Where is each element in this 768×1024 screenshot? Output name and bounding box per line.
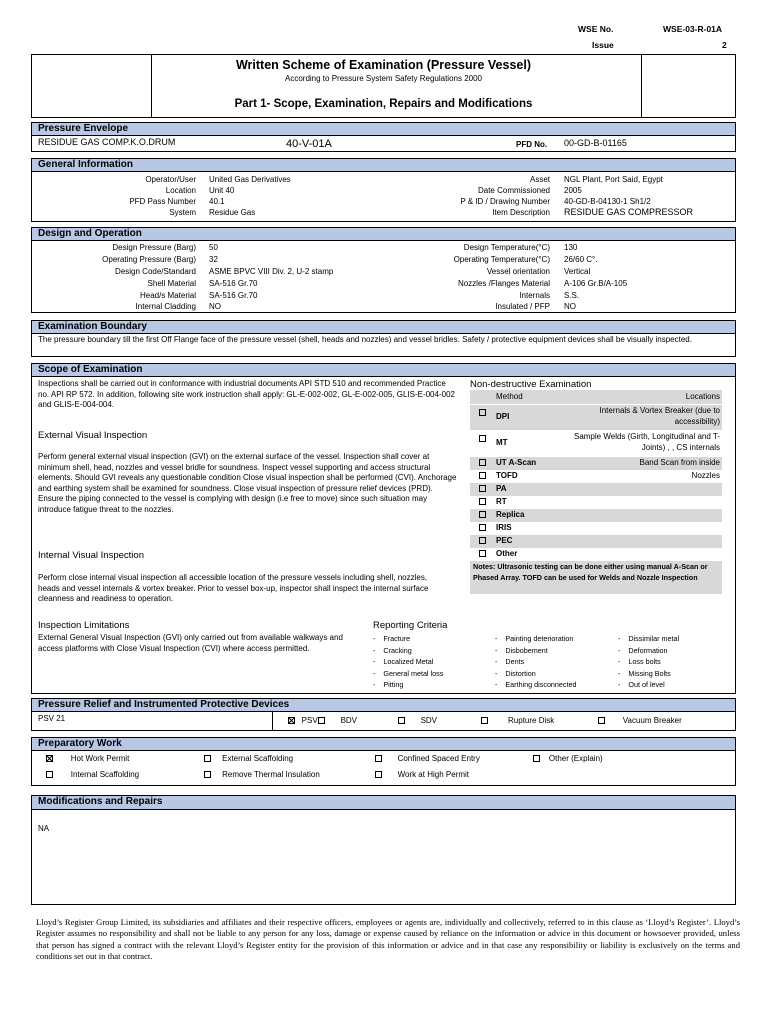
do-label: Internals: [519, 291, 550, 300]
do-value: SA-516 Gr.70: [209, 279, 258, 288]
option-label: SDV: [420, 716, 438, 725]
part-title: Part 1- Scope, Examination, Repairs and Modifications: [234, 98, 533, 110]
limits-heading: Inspection Limitations: [38, 620, 130, 631]
ndt-row: [470, 405, 722, 430]
pfd-value: 00-GD-B-01165: [564, 138, 627, 148]
checkbox[interactable]: [479, 550, 486, 557]
document-subtitle: According to Pressure System Safety Regulations 2000: [285, 74, 482, 83]
criteria-item: General metal loss: [383, 668, 444, 678]
criteria-item: Cracking: [383, 645, 412, 655]
do-label: Vessel orientation: [486, 267, 550, 276]
ndt-row: [470, 496, 722, 509]
gi-value: United Gas Derivatives: [209, 175, 291, 184]
section-header: General Information: [32, 159, 735, 172]
envelope-description: RESIDUE GAS COMP.K.O.DRUM: [38, 137, 176, 147]
issue-label: Issue: [592, 40, 614, 50]
ndt-method: PEC: [496, 536, 513, 545]
do-value: NO: [564, 302, 576, 311]
ndt-location: Band Scan from inside: [639, 458, 720, 467]
gi-label: Item Description: [492, 208, 550, 217]
ndt-method: UT A-Scan: [496, 458, 537, 467]
do-label: Operating Pressure (Barg): [102, 255, 196, 264]
section-header: Scope of Examination: [32, 364, 735, 377]
ndt-location: Sample Welds (Girth, Longitudinal and T-Joints) , , CS internals: [573, 432, 720, 452]
checkbox[interactable]: [479, 409, 486, 416]
wse-value: WSE-03-R-01A: [663, 24, 723, 34]
pfd-label: PFD No.: [516, 140, 548, 149]
ndt-method: RT: [496, 497, 507, 506]
ndt-method: IRIS: [496, 523, 512, 532]
do-value: Vertical: [564, 267, 591, 276]
do-label: Shell Material: [147, 279, 196, 288]
checkbox[interactable]: [479, 524, 486, 531]
scope-section: [31, 363, 736, 694]
work-at-height-checkbox[interactable]: [375, 771, 382, 778]
do-value: SA-516 Gr.70: [209, 291, 258, 300]
criteria-item: Out of level: [628, 680, 665, 690]
criteria-item: Painting deterioration: [505, 634, 574, 643]
checkbox[interactable]: [479, 435, 486, 442]
gi-label: Asset: [529, 175, 550, 184]
ndt-row: [470, 470, 722, 483]
thermal-insulation-checkbox[interactable]: [204, 771, 211, 778]
ndt-row: [470, 509, 722, 522]
pressure-envelope-section: [31, 122, 736, 152]
checkbox[interactable]: [479, 498, 486, 505]
do-value: 50: [209, 243, 218, 252]
gi-label: Location: [165, 186, 196, 195]
disclaimer: Lloyd’s Register Group Limited, its subsidiaries and affiliates and their respective officers, employees or agents are, individually and collectively, referred to in this clause as ‘Lloyd’s Register’. Lloyd’s Register assumes no responsibility and shall not be liable to any person for any loss, damage or expense caused by reliance on the information or advice in this document or howsoever provided, unless that person has signed a contract with the relevant Lloyd’s Register entity for the provision of this information or advice and in that case any responsibility or liability is exclusively on the terms and conditions set out in that contract.: [36, 917, 740, 962]
criteria-item: Localized Metal: [383, 657, 434, 667]
reporting-heading: Reporting Criteria: [373, 620, 448, 631]
prep-label: External Scaffolding: [222, 754, 294, 763]
checkbox[interactable]: [479, 459, 486, 466]
limits-text: External General Visual Inspection (GVI) only carried out from available walkways and access platforms with Close Visual Inspection (CVI) where access permitted.: [38, 633, 343, 653]
sdv-checkbox[interactable]: [398, 717, 405, 724]
criteria-item: Deformation: [628, 645, 668, 655]
do-value: 32: [209, 255, 218, 264]
exam-boundary-section: [31, 320, 736, 357]
relief-device: PSV 21: [38, 714, 66, 723]
checkbox[interactable]: [479, 472, 486, 479]
title-box: [31, 54, 736, 118]
gi-label: P & ID / Drawing Number: [460, 197, 550, 206]
do-value: S.S.: [564, 291, 580, 300]
prep-label: Confined Spaced Entry: [397, 754, 480, 763]
ndt-row: [470, 548, 722, 561]
do-label: Insulated / PFP: [495, 302, 550, 311]
do-value: 130: [564, 243, 578, 252]
do-label: Operating Temperature(°C): [453, 255, 550, 264]
ivi-text: Perform close internal visual inspection all accessible location of the pressure vessels including shell, nozzles, heads and vessel internals & vortex breaker. Prior to vessel box-up, inspector shall inspect the internal surface cleanness and readiness to operation.: [38, 573, 429, 604]
psv-checkbox[interactable]: [288, 717, 295, 724]
do-label: Design Pressure (Barg): [112, 243, 196, 252]
ndt-heading: Non-destructive Examination: [470, 379, 592, 390]
checkbox[interactable]: [479, 485, 486, 492]
gi-value: Unit 40: [209, 186, 235, 195]
do-label: Nozzles /Flanges Material: [457, 279, 550, 288]
ndt-location: Nozzles: [691, 471, 720, 480]
do-value: NO: [209, 302, 221, 311]
scope-intro: Inspections shall be carried out in conformance with industrial documents API STD 510 and recommended Practice no. API RP 572. In addition, following site work instruction shall apply: GL-E-002-002, GL-E-002-005, GLIS-E-004-002 and GLIS-E-004-004.: [38, 379, 455, 410]
locations-header: Locations: [685, 392, 720, 401]
criteria-column-2: - Painting deterioration - Disbobement - Dents - Distortion - Earthing disconnected: [495, 634, 577, 690]
ndt-location: Internals & Vortex Breaker (due to accessibility): [599, 406, 720, 426]
confined-space-checkbox[interactable]: [375, 755, 382, 762]
prep-section: [31, 737, 736, 786]
criteria-item: Dissimilar metal: [628, 634, 680, 643]
section-header: Design and Operation: [32, 228, 735, 241]
do-value: A-106 Gr.B/A-105: [564, 279, 628, 288]
criteria-item: Missing Bolts: [628, 668, 671, 678]
exam-boundary-text: The pressure boundary till the first Off Flange face of the pressure vessel (shell, heads and nozzles) and vessel bridles. Safety / protective equipment devices shall be visually inspected.: [38, 335, 692, 344]
option-label: Vacuum Breaker: [622, 716, 682, 725]
criteria-item: Distortion: [505, 668, 536, 678]
ndt-method: DPI: [496, 412, 510, 421]
ivi-heading: Internal Visual Inspection: [38, 550, 144, 561]
gi-value: 40.1: [209, 197, 225, 206]
do-value: ASME BPVC VIII Div. 2, U-2 stamp: [209, 267, 334, 276]
wse-label: WSE No.: [578, 24, 614, 34]
gi-label: Date Commissioned: [477, 186, 550, 195]
criteria-column-3: - Dissimilar metal - Deformation - Loss bolts - Missing Bolts - Out of level: [618, 634, 680, 690]
divider: [272, 712, 273, 730]
rupture-disk-checkbox[interactable]: [481, 717, 488, 724]
ndt-row: [470, 522, 722, 535]
internal-scaffolding-checkbox[interactable]: [46, 771, 53, 778]
option-label: Rupture Disk: [508, 716, 555, 725]
gi-value: 40-GD-B-04130-1 Sh1/2: [564, 197, 651, 206]
criteria-item: Pitting: [383, 680, 404, 690]
criteria-item: Loss bolts: [628, 657, 661, 667]
prep-label: Hot Work Permit: [70, 754, 130, 763]
hot-work-checkbox[interactable]: [46, 755, 53, 762]
evi-heading: External Visual Inspection: [38, 430, 148, 441]
external-scaffolding-checkbox[interactable]: [204, 755, 211, 762]
checkbox[interactable]: [479, 511, 486, 518]
ndt-row: [470, 457, 722, 470]
section-header: Pressure Relief and Instrumented Protective Devices: [32, 699, 735, 712]
ndt-table: [470, 390, 722, 596]
design-operation-section: [31, 227, 736, 313]
ndt-row: [470, 483, 722, 496]
prep-label: Remove Thermal Insulation: [222, 770, 320, 779]
checkbox[interactable]: [479, 537, 486, 544]
do-label: Design Temperature(°C): [463, 243, 550, 252]
option-label: PSV: [301, 716, 318, 725]
prep-label: Work at High Permit: [397, 770, 469, 779]
section-header: Examination Boundary: [32, 321, 735, 334]
criteria-item: Earthing disconnected: [505, 680, 577, 690]
ndt-notes: Notes: Ultrasonic testing can be done either using manual A-Scan or Phased Array. TOFD can be used for Welds and Nozzle Inspection: [470, 561, 722, 594]
ndt-row: [470, 535, 722, 548]
document-title: Written Scheme of Examination (Pressure Vessel): [235, 58, 531, 72]
gi-value: Residue Gas: [209, 208, 256, 217]
vacuum-breaker-checkbox[interactable]: [598, 717, 605, 724]
prep-label: Other (Explain): [548, 754, 603, 763]
relief-section: [31, 698, 736, 731]
equipment-tag: 40-V-01A: [286, 138, 332, 150]
gi-label: System: [169, 208, 196, 217]
mods-section: [31, 795, 736, 905]
evi-text: Perform general external visual inspection (GVI) on the external surface of the vessel. Inspection shall cover at minimum shell, head, nozzles and vessel bridle for soundness. Inspect vessel supporting and access structural elements. Should GVI reveals any questionable condition Close visual inspection shall be performed (CVI). Anchorage and earthing system shall be examined for soundness. Close visual inspection of pressure relief devices (PRD). Ensure the piping connected to the vessel is complying with design (i.e free to move) since such situation may introduce fatigue threat to the nozzles.: [38, 452, 457, 514]
do-label: Internal Cladding: [135, 302, 196, 311]
method-header: Method: [496, 392, 523, 401]
ndt-row: [470, 431, 722, 456]
do-value: 26/60 C°.: [564, 255, 598, 264]
gi-value: RESIDUE GAS COMPRESSOR: [564, 207, 694, 217]
mods-text: NA: [38, 824, 50, 833]
ndt-header-row: [470, 390, 722, 404]
gi-label: Operator/User: [145, 175, 196, 184]
do-label: Design Code/Standard: [115, 267, 196, 276]
other-checkbox[interactable]: [533, 755, 540, 762]
issue-value: 2: [722, 40, 727, 50]
do-label: Head/s Material: [139, 291, 196, 300]
ndt-method: MT: [496, 438, 508, 447]
gi-value: NGL Plant, Port Said, Egypt: [564, 175, 663, 184]
ndt-method: TOFD: [496, 471, 518, 480]
criteria-item: Dents: [505, 657, 525, 667]
general-info-section: [31, 158, 736, 222]
criteria-column-1: - Fracture - Cracking - Localized Metal - General metal loss - Pitting: [373, 634, 444, 690]
ndt-method: Replica: [496, 510, 525, 519]
bdv-checkbox[interactable]: [318, 717, 325, 724]
section-header: Modifications and Repairs: [32, 796, 735, 810]
ndt-method: PA: [496, 484, 507, 493]
ndt-method: Other: [496, 549, 518, 558]
option-label: BDV: [340, 716, 358, 725]
gi-label: PFD Pass Number: [129, 197, 196, 206]
criteria-item: Disbobement: [505, 645, 548, 655]
section-header: Preparatory Work: [32, 738, 735, 751]
criteria-item: Fracture: [383, 634, 411, 643]
section-header: Pressure Envelope: [32, 123, 735, 136]
prep-label: Internal Scaffolding: [70, 770, 140, 779]
gi-value: 2005: [564, 186, 582, 195]
